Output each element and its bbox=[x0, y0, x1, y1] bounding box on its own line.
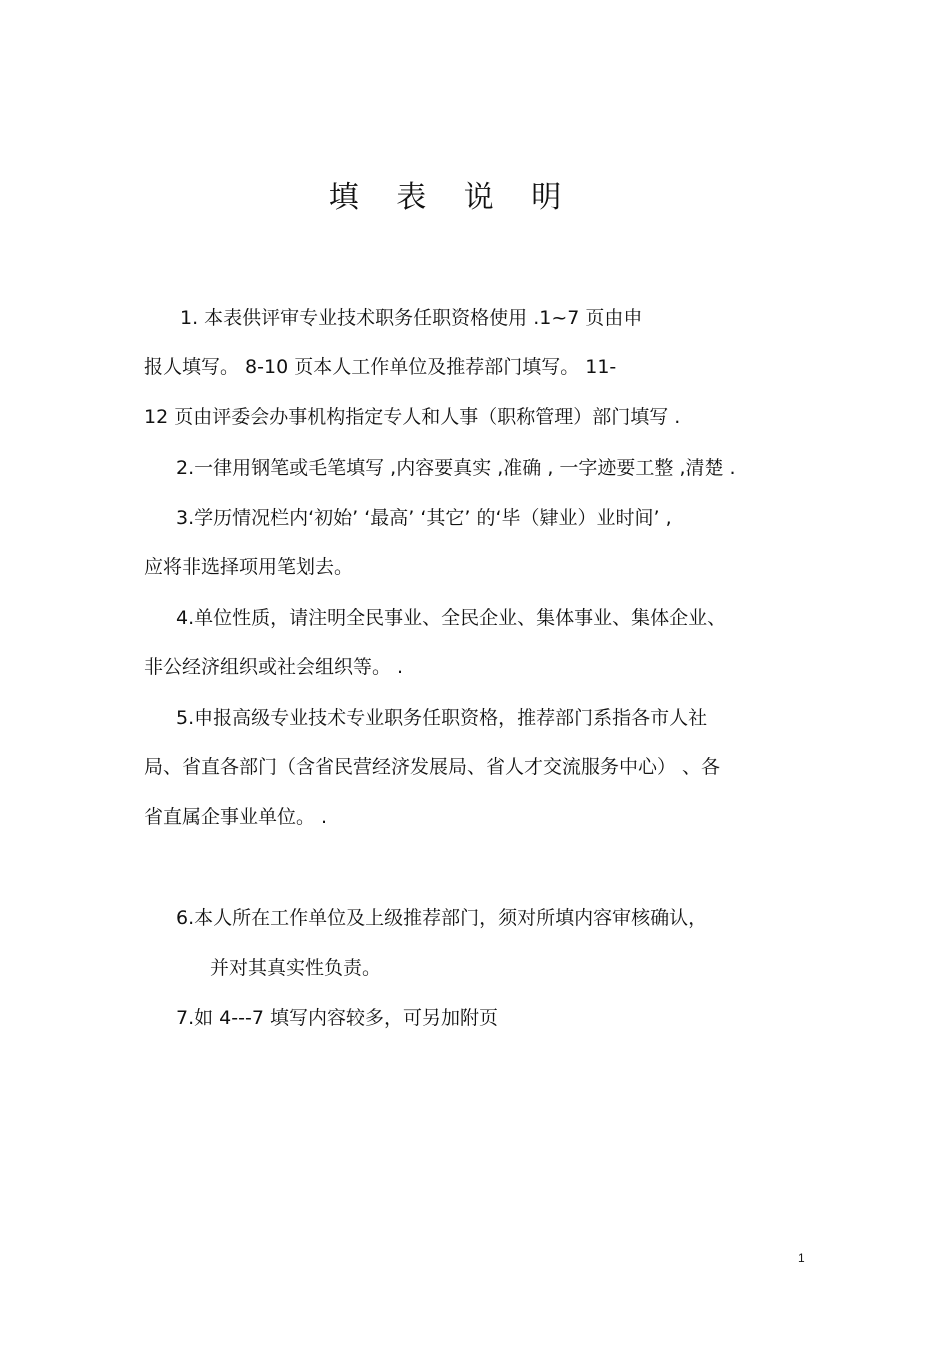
instruction-line: 省直属企事业单位。 . bbox=[144, 806, 328, 828]
instruction-line: 7.如 4---7 填写内容较多，可另加附页 bbox=[176, 1007, 498, 1029]
instruction-line: 并对其真实性负责。 bbox=[210, 957, 382, 979]
instruction-line: 局、省直各部门（含省民营经济发展局、省人才交流服务中心） 、各 bbox=[144, 756, 721, 778]
instruction-line: 2.一律用钢笔或毛笔填写 ,内容要真实 ,准确 , 一字迹要工整 ,清楚 . bbox=[176, 457, 736, 479]
instruction-line: 5.申报高级专业技术专业职务任职资格，推荐部门系指各市人社 bbox=[176, 707, 708, 729]
instruction-line: 报人填写。 8-10 页本人工作单位及推荐部门填写。 11- bbox=[144, 356, 617, 378]
instruction-line: 4.单位性质，请注明全民事业、全民企业、集体事业、集体企业、 bbox=[176, 607, 727, 629]
instruction-line: 1. 本表供评审专业技术职务任职资格使用 .1~7 页由申 bbox=[180, 307, 643, 329]
page-title: 填 表 说 明 bbox=[328, 180, 576, 215]
instruction-line: 6.本人所在工作单位及上级推荐部门，须对所填内容审核确认， bbox=[176, 907, 708, 929]
instruction-line: 12 页由评委会办事机构指定专人和人事（职称管理）部门填写 . bbox=[144, 406, 681, 428]
page-number: 1 bbox=[798, 1251, 805, 1265]
instruction-line: 3.学历情况栏内‘初始’ ‘最高’ ‘其它’ 的‘毕（肄业）业时间’ , bbox=[176, 507, 672, 529]
instruction-line: 应将非选择项用笔划去。 bbox=[144, 556, 354, 578]
instruction-line: 非公经济组织或社会组织等。 . bbox=[144, 656, 404, 678]
